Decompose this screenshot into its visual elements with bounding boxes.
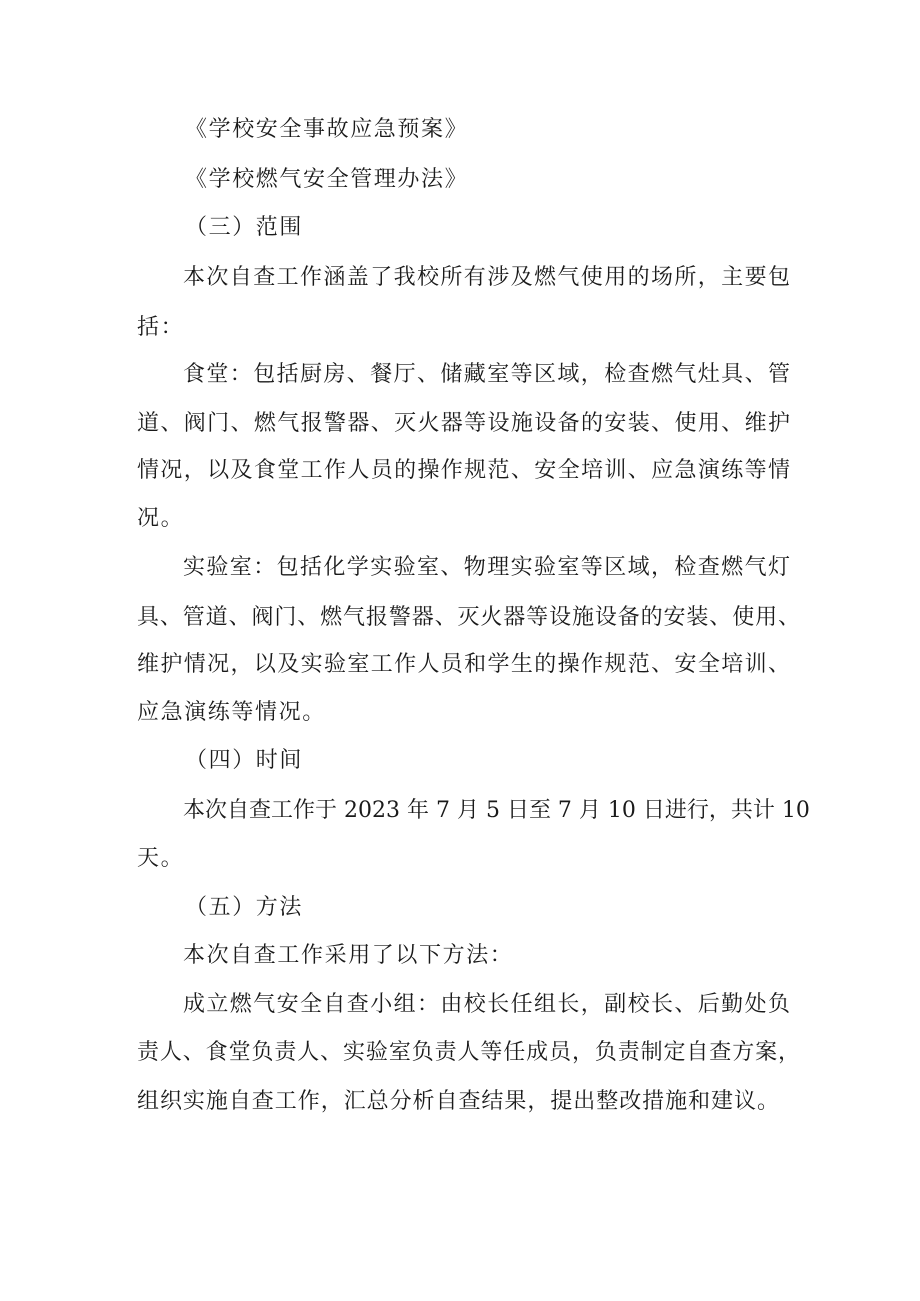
paragraph-line: 道、阀门、燃气报警器、灭火器等设施设备的安装、使用、维护 xyxy=(137,411,790,436)
paragraph-line: 成立燃气安全自查小组：由校长任组长，副校长、后勤处负 xyxy=(183,992,790,1017)
paragraph-line: 情况，以及食堂工作人员的操作规范、安全培训、应急演练等情 xyxy=(137,458,790,483)
paragraph-line: 组织实施自查工作，汇总分析自查结果，提出整改措施和建议。 xyxy=(137,1089,779,1114)
paragraph-line: 责人、食堂负责人、实验室负责人等任成员，负责制定自查方案， xyxy=(137,1040,800,1065)
paragraph-line: 本次自查工作采用了以下方法： xyxy=(183,943,514,968)
section-heading: （三）范围 xyxy=(185,215,304,240)
paragraph-line: 应急演练等情况。 xyxy=(137,700,326,725)
paragraph-line: 本次自查工作涵盖了我校所有涉及燃气使用的场所，主要包 xyxy=(183,265,790,290)
paragraph-line: 维护情况，以及实验室工作人员和学生的操作规范、安全培训、 xyxy=(137,652,790,677)
reference-item: 《学校燃气安全管理办法》 xyxy=(185,167,469,192)
section-heading: （四）时间 xyxy=(185,748,304,773)
section-heading: （五）方法 xyxy=(185,895,304,920)
paragraph-line: 天。 xyxy=(137,846,185,871)
paragraph-line: 实验室：包括化学实验室、物理实验室等区域，检查燃气灯 xyxy=(183,555,790,580)
reference-item: 《学校安全事故应急预案》 xyxy=(185,117,469,142)
paragraph-line: 食堂：包括厨房、餐厅、储藏室等区域，检查燃气灶具、管 xyxy=(183,362,790,387)
paragraph-line: 本次自查工作于 2023 年 7 月 5 日至 7 月 10 日进行，共计 10 xyxy=(183,798,810,823)
paragraph-line: 括： xyxy=(137,315,185,340)
paragraph-line: 况。 xyxy=(137,506,185,531)
paragraph-line: 具、管道、阀门、燃气报警器、灭火器等设施设备的安装、使用、 xyxy=(137,605,800,630)
